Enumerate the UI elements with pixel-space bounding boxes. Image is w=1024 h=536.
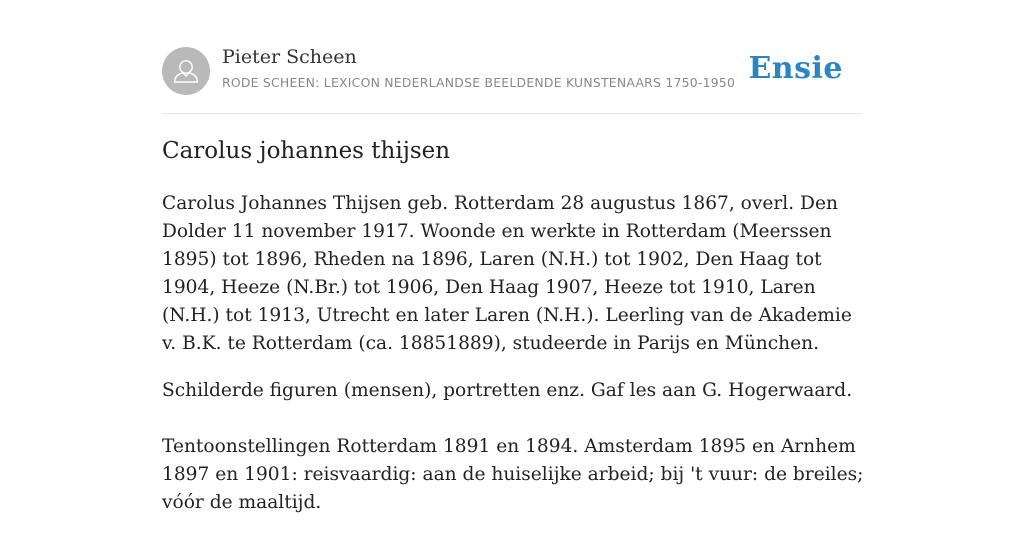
article-paragraph: Carolus Johannes Thijsen geb. Rotterdam 28 augustus 1867, overl. Den Dolder 11 november 1917. Woonde en werkte in Rotterdam (Meerssen 1895) tot 1896, Rheden na 1896, Laren (N.H.) tot 1902, Den Haag tot 1904, Heeze (N.Br.) tot 1906, Den Haag 1907, Heeze tot 1910, Laren (N.H.) tot 1913, Utrecht en later Laren (N.H.). Leerling van de Akademie v. B.K. te Rotterdam (ca. 18851889), studeerde in Parijs en München. [162, 193, 852, 354]
author-header [162, 46, 862, 96]
article-paragraph: Schilderde figuren (mensen), portretten enz. Gaf les aan G. Hogerwaard. [162, 380, 853, 401]
article-title: Carolus johannes thijsen [162, 138, 451, 164]
article-paragraph: Tentoonstellingen Rotterdam 1891 en 1894. Amsterdam 1895 en Arnhem 1897 en 1901: reisvaardig: aan de huiselijke arbeid; bij 't vuur: de breiles; vóór de maaltijd. [162, 436, 864, 513]
header-divider [162, 113, 862, 114]
source-title[interactable]: RODE SCHEEN: LEXICON NEDERLANDSE BEELDENDE KUNSTENAARS 1750-1950 [222, 75, 736, 90]
article-body [162, 190, 866, 536]
author-name[interactable]: Pieter Scheen [222, 46, 357, 68]
ensie-logo[interactable]: Ensie [748, 51, 843, 86]
user-icon [162, 47, 210, 95]
avatar[interactable] [162, 47, 210, 95]
